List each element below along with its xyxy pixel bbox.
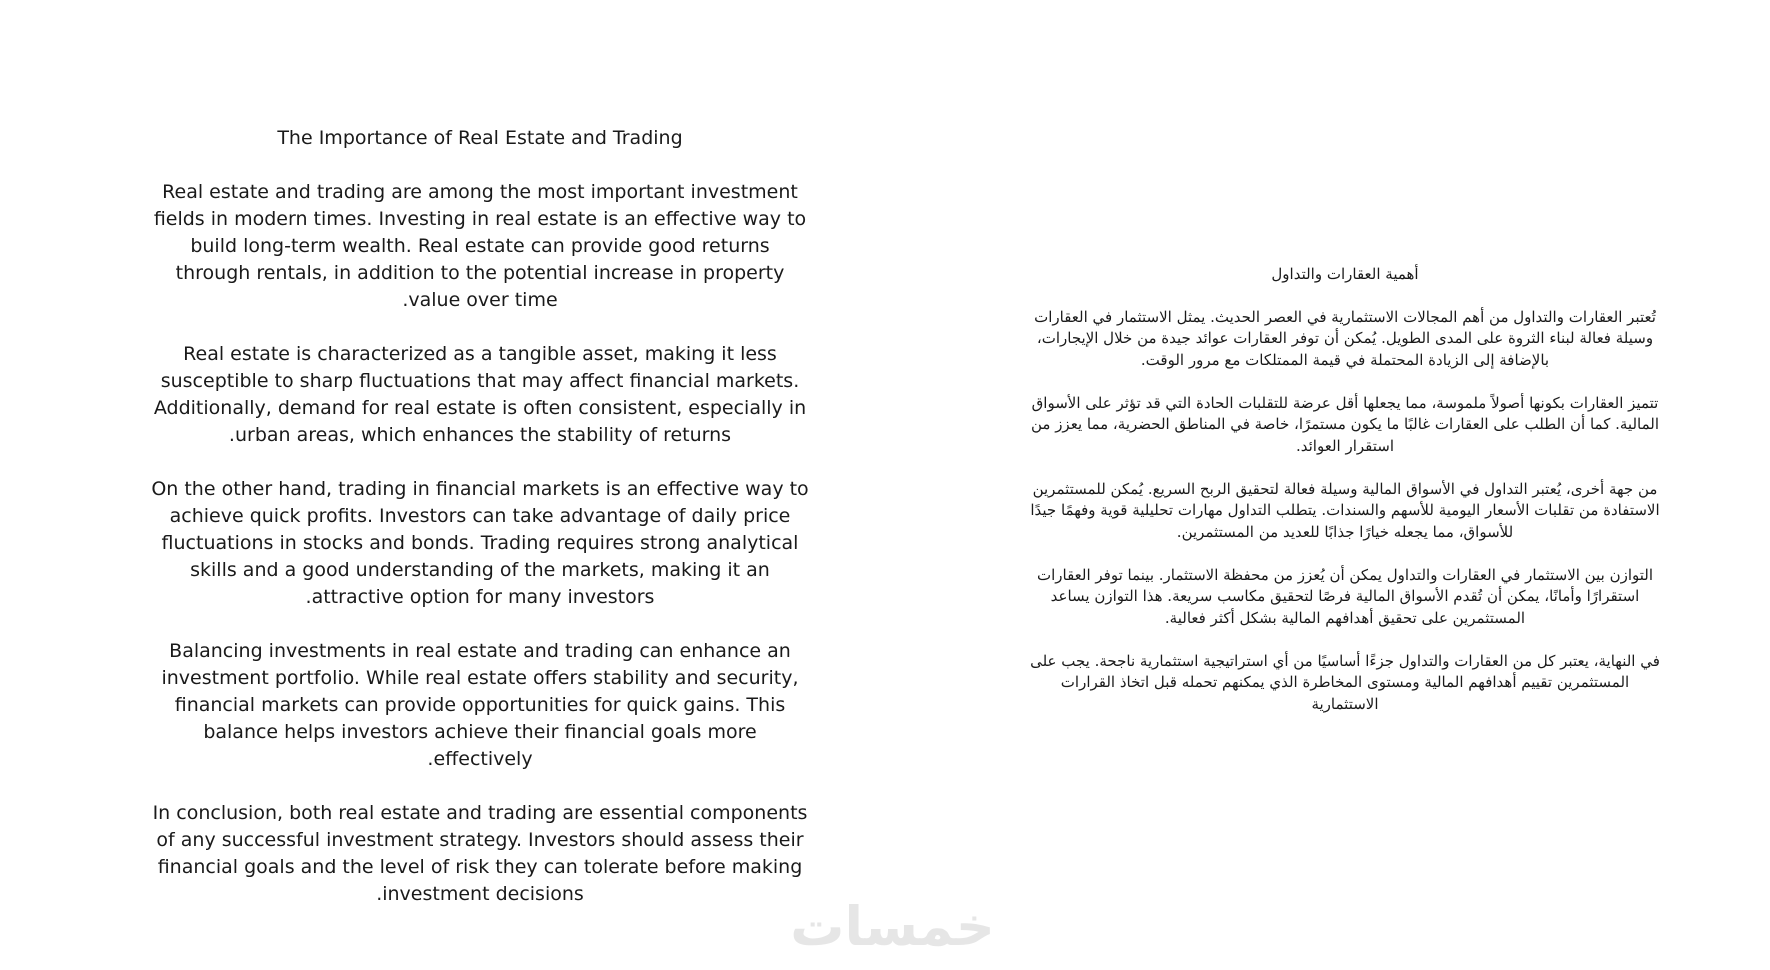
english-title: The Importance of Real Estate and Trading: [277, 127, 683, 149]
khamsat-watermark-logo: خمسات: [790, 895, 995, 958]
english-paragraph-4: Balancing investments in real estate and trading can enhance an investment portfolio. While real estate offers stability and security, financial markets can provide opportunities for quick gains. This balance helps investors achieve their financial goals more effectively.: [161, 640, 799, 770]
arabic-paragraph-5: في النهاية، يعتبر كل من العقارات والتداول جزءًا أساسيًا من أي استراتيجية استثمارية ناجحة. يجب على المستثمرين تقييم أهدافهم المالية ومستوى المخاطرة الذي يمكنهم تحمله قبل اتخاذ القرارات الاستثمارية: [1030, 651, 1660, 713]
arabic-title: أهمية العقارات والتداول: [1271, 265, 1419, 283]
english-paragraph-3: On the other hand, trading in financial markets is an effective way to achieve quick profits. Investors can take advantage of daily price fluctuations in stocks and bonds. Trading requires strong analytical skills and a good understanding of the markets, making it an attractive option for many investors.: [151, 478, 809, 608]
english-paragraph-5: In conclusion, both real estate and trading are essential components of any successful investment strategy. Investors should assess their financial goals and the level of risk they can tolerate before making investment decisions.: [152, 802, 808, 905]
english-column: [150, 125, 810, 935]
english-paragraph-2: Real estate is characterized as a tangible asset, making it less susceptible to sharp fluctuations that may affect financial markets. Additionally, demand for real estate is often consistent, especially in urban areas, which enhances the stability of returns.: [153, 343, 807, 446]
arabic-paragraph-1: تُعتبر العقارات والتداول من أهم المجالات الاستثمارية في العصر الحديث. يمثل الاستثمار في العقارات وسيلة فعالة لبناء الثروة على المدى الطويل. يُمكن أن توفر العقارات عوائد جيدة من خلال الإيجارات، بالإضافة إلى الزيادة المحتملة في قيمة الممتلكات مع مرور الوقت.: [1034, 307, 1656, 369]
arabic-paragraph-3: من جهة أخرى، يُعتبر التداول في الأسواق المالية وسيلة فعالة لتحقيق الربح السريع. يُمكن للمستثمرين الاستفادة من تقلبات الأسعار اليومية للأسهم والسندات. يتطلب التداول مهارات تحليلية قوية وفهمًا جيدًا للأسواق، مما يجعله خيارًا جذابًا للعديد من المستثمرين.: [1030, 479, 1660, 541]
english-paragraph-1: Real estate and trading are among the most important investment fields in modern times. Investing in real estate is an effective way to build long-term wealth. Real estate can provide good returns through rentals, in addition to the potential increase in property value over time.: [153, 181, 807, 311]
arabic-paragraph-4: التوازن بين الاستثمار في العقارات والتداول يمكن أن يُعزز من محفظة الاستثمار. بينما توفر العقارات استقرارًا وأمانًا، يمكن أن تُقدم الأسواق المالية فرصًا لتحقيق مكاسب سريعة. هذا التوازن يساعد المستثمرين على تحقيق أهدافهم المالية بشكل أكثر فعالية.: [1036, 565, 1654, 627]
arabic-paragraph-2: تتميز العقارات بكونها أصولاً ملموسة، مما يجعلها أقل عرضة للتقلبات الحادة التي قد تؤثر على الأسواق المالية. كما أن الطلب على العقارات غالبًا ما يكون مستمرًا، خاصة في المناطق الحضرية، مما يعزز من استقرار العوائد.: [1030, 393, 1660, 455]
arabic-column: [1030, 264, 1660, 737]
